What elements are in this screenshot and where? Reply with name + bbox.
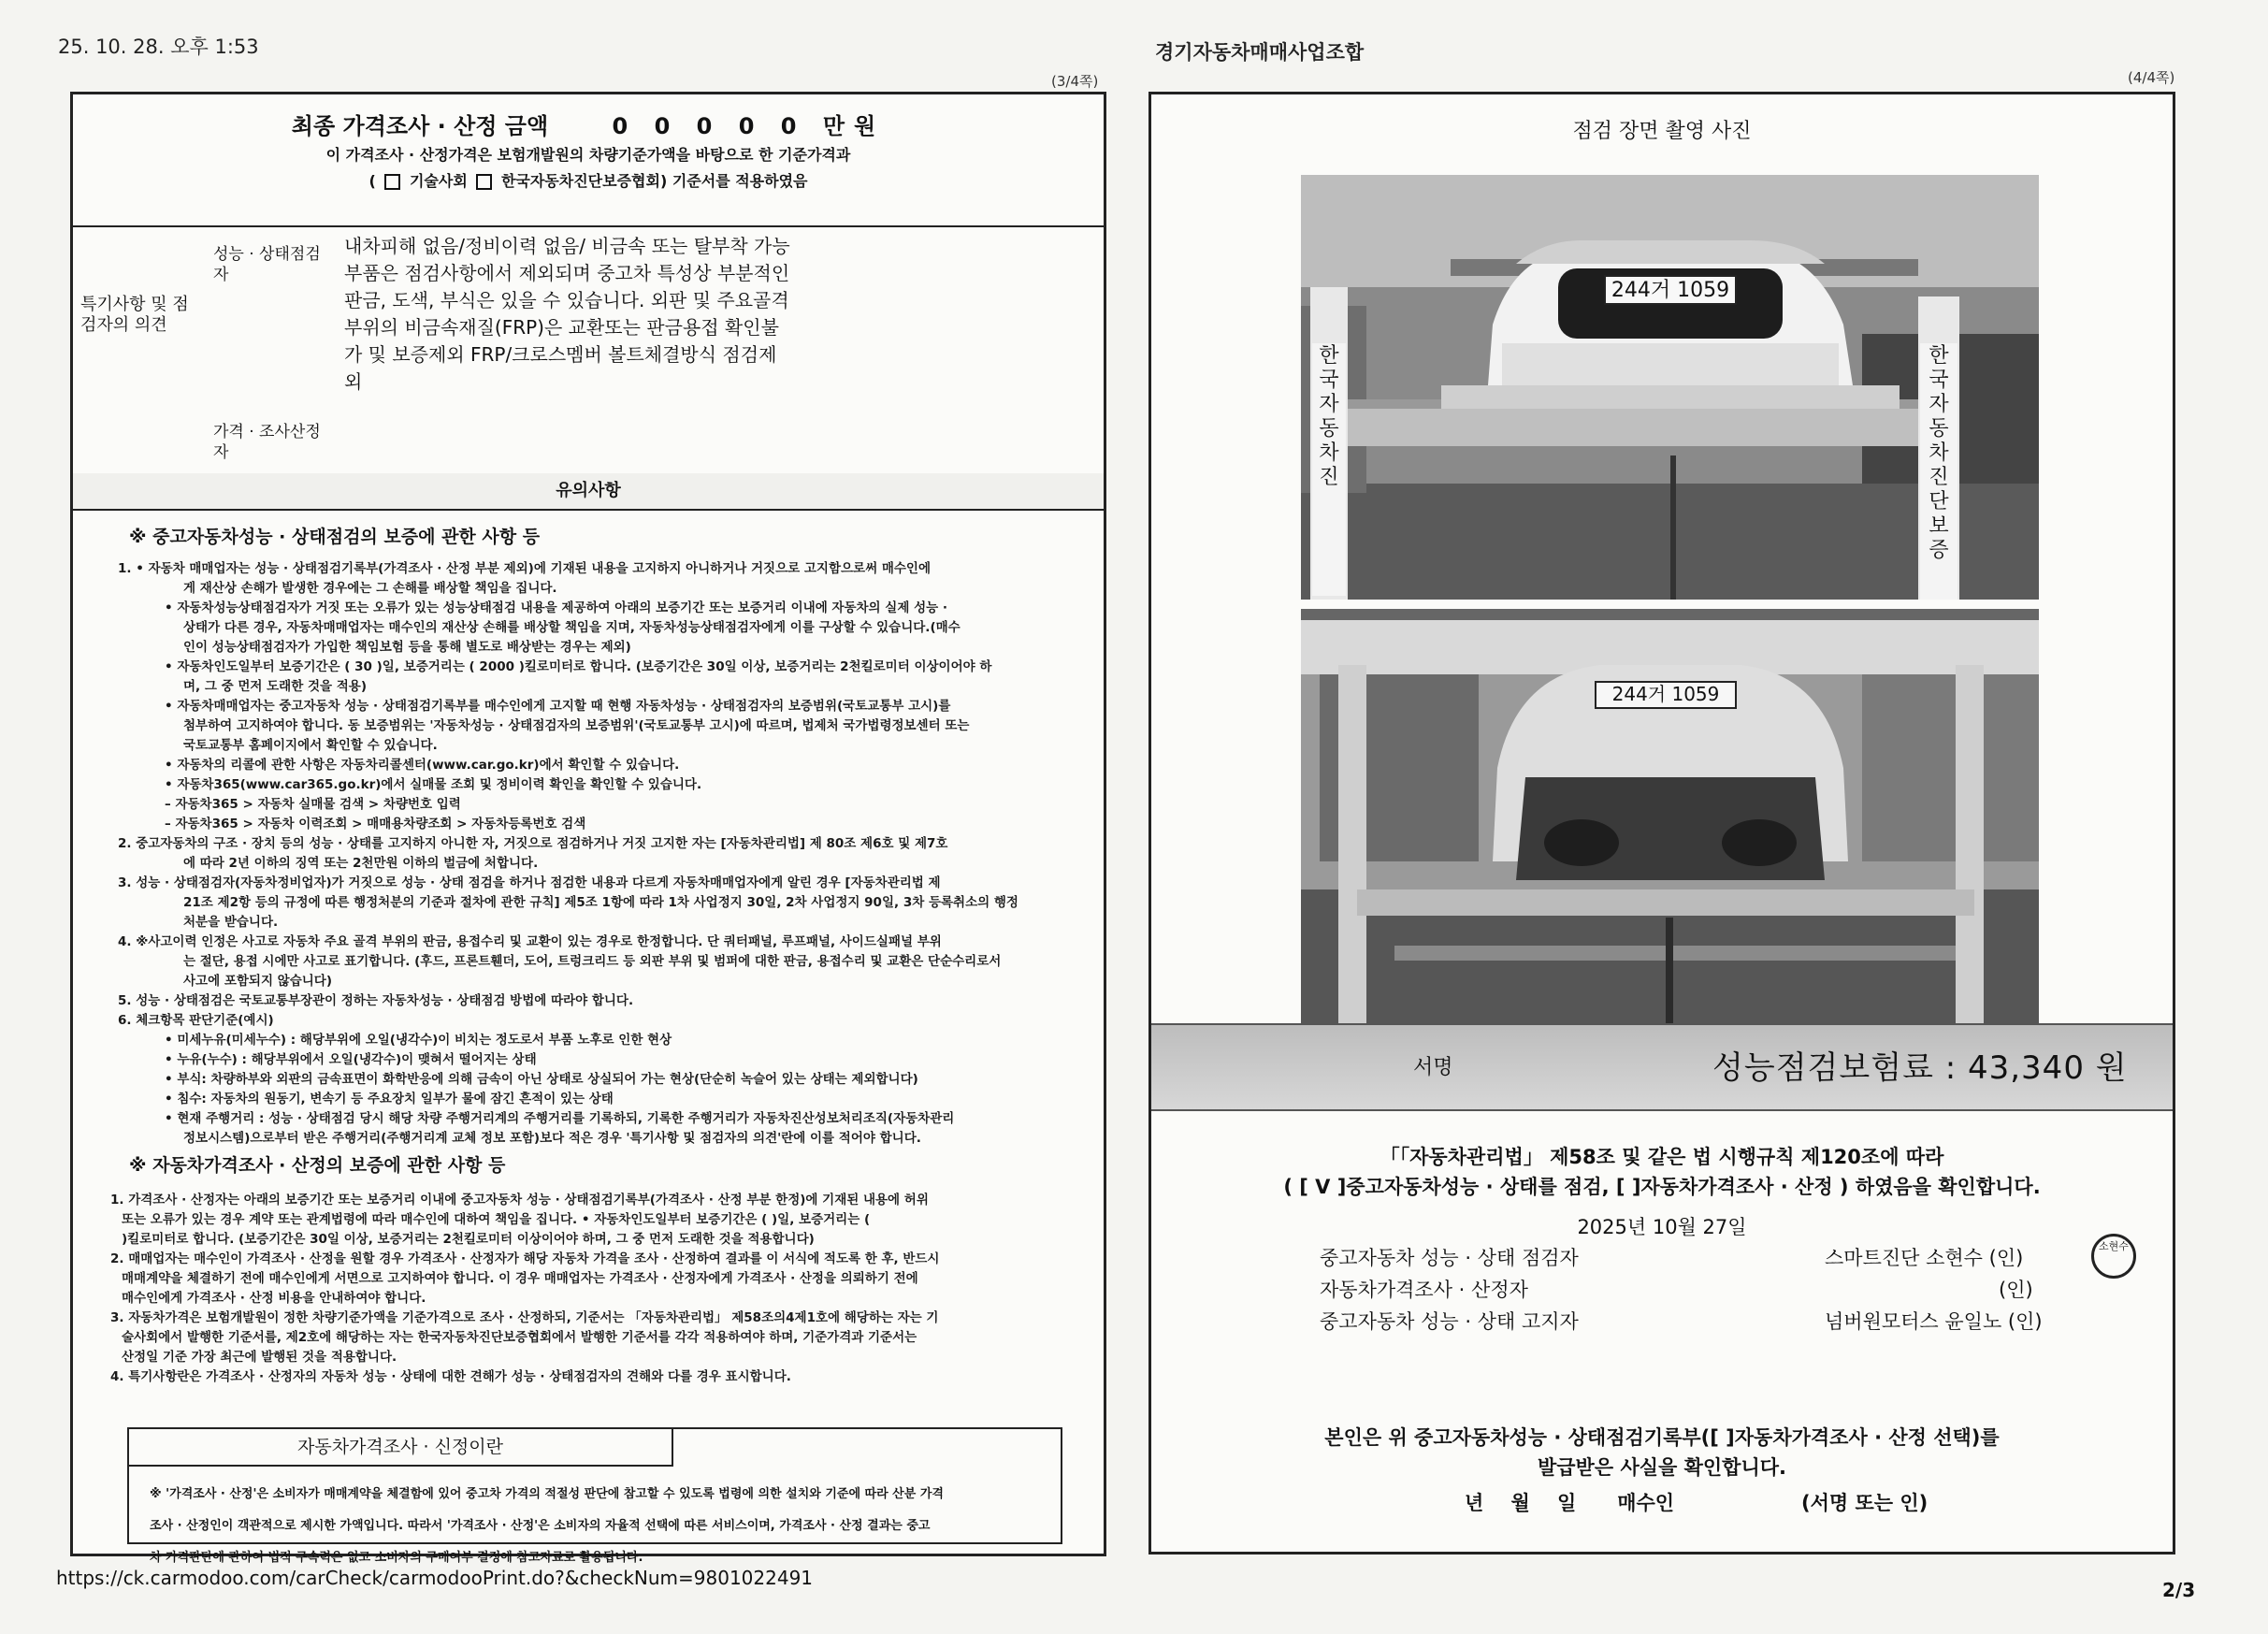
inspector-value: 스마트진단 소현수 (인) <box>1825 1247 2024 1269</box>
final-price-heading <box>73 108 1104 140</box>
definition-box <box>127 1427 1062 1565</box>
front-photo-svg <box>1301 175 2039 600</box>
final-price-label: 최종 가격조사 · 산정 금액 <box>291 113 549 139</box>
notice-line: 게 재산상 손해가 발생한 경우에는 그 손해를 배상할 책임을 집니다. <box>183 581 557 596</box>
svg-text:한국자동차진: 한 국 자 동 차 진 <box>1319 344 1339 489</box>
notice-line: 국토교통부 홈페이지에서 확인할 수 있습니다. <box>183 738 438 753</box>
perf-inspector-opinion: 내차피해 없음/정비이력 없음/ 비금속 또는 탈부착 가능 부품은 점검사항에서 제외되며 중고차 특성상 부분적인 판금, 도색, 부식은 있을 수 있습니다. 외판 및 주요골격부위의 비금속재질(FRP)은 교환또는 판금용접 확인불가 및 보증제외 FRP/크로스멤버 볼트체결방식 점검제외 <box>344 235 790 393</box>
notice-line: 에 따라 2년 이하의 징역 또는 2천만원 이하의 벌금에 처합니다. <box>183 856 539 871</box>
notice-line: 3. 성능 · 상태점검자(자동차정비업자)가 거짓으로 성능 · 상태 점검을 하거나 점검한 내용과 다르게 자동차매매업자에게 알린 경우 [자동차관리법 제 <box>118 875 941 890</box>
standard-selection: ( 기술사회 한국자동차진단보증협회) 기준서를 적용하였음 <box>368 172 808 190</box>
inspector-seal: 소현수 <box>2091 1234 2136 1279</box>
receipt-buyer-line: 년 월 일 매수인 <box>1465 1492 1675 1514</box>
notice-line: • 자동차의 리콜에 관한 사항은 자동차리콜센터(www.car.go.kr)에서 확인할 수 있습니다. <box>165 758 680 773</box>
notice-line: 2. 매매업자는 매수인이 가격조사 · 산정을 원할 경우 가격조사 · 산정자가 해당 자동차 가격을 조사 · 산정하여 결과를 이 서식에 적도록 한 후, 반드시 <box>110 1251 940 1266</box>
notice-line: 인이 성능상태점검자가 가입한 책임보험 등을 통해 별도로 배상받는 경우는 제외) <box>183 640 631 655</box>
notice-line: 또는 오류가 있는 경우 계약 또는 관계법령에 따라 매수인에 대하여 책임을 집니다. • 자동차인도일부터 보증기간은 ( )일, 보증거리는 ( <box>122 1212 871 1227</box>
receipt-line-1: 본인은 위 중고자동차성능 · 상태점검기록부([ ]자동차가격조사 · 산정 선택)를 <box>1324 1426 2000 1449</box>
rear-photo-svg <box>1301 609 2039 1034</box>
notice-line: • 자동차매매업자는 중고자동차 성능 · 상태점검기록부를 매수인에게 고지할 때 현행 자동차성능 · 상태점검자의 보증범위(국토교통부 고시)를 <box>165 699 951 714</box>
notice-line: 처분을 받습니다. <box>183 915 279 930</box>
notice-line: – 자동차365 > 자동차 이력조회 > 매매용차량조회 > 자동차등록번호 검색 <box>165 817 586 831</box>
notice-line: 1. • 자동차 매매업자는 성능 · 상태점검기록부(가격조사 · 산정 부분 제외)에 기재된 내용을 고지하지 아니하거나 거짓으로 고지함으로써 매수인에 <box>118 561 931 576</box>
notifier-value: 넘버원모터스 윤일노 (인) <box>1825 1310 2043 1333</box>
notice-line: • 미세누유(미세누수) : 해당부위에 오일(냉각수)이 비치는 정도로서 부품 노후로 인한 현상 <box>165 1033 672 1048</box>
signature-bar <box>1151 1023 2173 1111</box>
tech-society-label: 기술사회 <box>409 172 468 190</box>
left-document-page <box>70 92 1106 1565</box>
notice-line: 5. 성능 · 상태점검은 국토교통부장관이 정하는 자동차성능 · 상태점검 방법에 따라야 합니다. <box>118 993 634 1008</box>
notice-line: 1. 가격조사 · 산정자는 아래의 보증기간 또는 보증거리 이내에 중고자동차 성능 · 상태점검기록부(가격조사 · 산정 부분 한정)에 기재된 내용에 허위 <box>110 1193 929 1207</box>
inspector-label: 중고자동차 성능 · 상태 점검자 <box>1320 1247 1579 1269</box>
cert-line-2: ( [ V ]중고자동차성능 · 상태를 점검, [ ]자동차가격조사 · 산정 ) 하였음을 확인합니다. <box>1283 1176 2041 1198</box>
right-document-page <box>1148 92 2175 1554</box>
notice-line: 상태가 다른 경우, 자동차매매업자는 매수인의 재산상 손해를 배상할 책임을 지며, 자동차성능상태점검자에게 이를 구상할 수 있습니다.(매수 <box>183 620 961 635</box>
notice-line: 며, 그 중 먼저 도래한 것을 적용) <box>183 679 367 694</box>
notice-heading: 유의사항 <box>73 473 1104 511</box>
notice-line: 2. 중고자동차의 구조 · 장치 등의 성능 · 상태를 고지하지 아니한 자, 거짓으로 점검하거나 거짓 고지한 자는 [자동차관리법] 제 80조 제6호 및 제7호 <box>118 836 948 851</box>
kadra-label: 한국자동차진단보증협회) 기준서를 적용하였음 <box>500 172 808 190</box>
notice-line: 차 가격판단에 관하여 법적 구속력은 없고 소비자의 구매여부 결정에 참고자료로 활용됩니다. <box>150 1551 643 1565</box>
final-price-value: 0 0 0 0 0 만원 <box>612 113 886 139</box>
kadra-checkbox[interactable] <box>476 174 492 190</box>
notice-line: • 자동차365(www.car365.go.kr)에서 실매물 조회 및 정비이력 확인을 확인할 수 있습니다. <box>165 777 702 792</box>
plate-front: 244거 1059 <box>1611 279 1730 302</box>
photo-section-title: 점검 장면 촬영 사진 <box>1572 120 1752 143</box>
inspection-photo-rear <box>1301 609 2039 1034</box>
notice-line: • 부식: 차량하부와 외판의 금속표면이 화학반응에 의해 금속이 아닌 상태로 상실되어 가는 현상(단순히 녹슬어 있는 상태는 제외합니다) <box>165 1072 918 1087</box>
remarks-label: 특기사항 및 점검자의 의견 <box>80 295 189 335</box>
notice-line: 3. 자동차가격은 보험개발원이 정한 차량기준가액을 기준가격으로 조사 · 산정하되, 기준서는 「자동차관리법」 제58조의4제1호에 해당하는 자는 기 <box>110 1310 939 1325</box>
section2-title: ※ 자동차가격조사 · 산정의 보증에 관한 사항 등 <box>129 1155 506 1176</box>
section1-title: ※ 중고자동차성능 · 상태점검의 보증에 관한 사항 등 <box>129 527 541 547</box>
svg-text:한국자동차진단보증: 한 국 자 동 차 진 단 보 증 <box>1929 344 1949 562</box>
notice-line: • 누유(누수) : 해당부위에서 오일(냉각수)이 맺혀서 떨어지는 상태 <box>165 1052 537 1067</box>
notice-line: 21조 제2항 등의 규정에 따른 행정처분의 기준과 절차에 관한 규칙] 제5조 1항에 따라 1차 사업정지 30일, 2차 사업정지 90일, 3차 등록취소의 행정 <box>183 895 1018 910</box>
notice-line: • 자동차성능상태점검자가 거짓 또는 오류가 있는 성능상태점검 내용을 제공하여 아래의 보증기간 또는 보증거리 이내에 자동차의 실제 성능 · <box>165 600 947 615</box>
notice-line: 사고에 포함되지 않습니다) <box>183 974 333 989</box>
right-page-number: (4/4쪽) <box>2128 69 2175 86</box>
print-url[interactable]: https://ck.carmodoo.com/carCheck/carmodooPrint.do?&checkNum=9801022491 <box>56 1567 814 1589</box>
assessor-value: (인) <box>1999 1279 2033 1301</box>
left-page-number: (3/4쪽) <box>1051 73 1099 90</box>
notifier-label: 중고자동차 성능 · 상태 고지자 <box>1320 1310 1579 1333</box>
section2-items <box>110 1191 1092 1387</box>
notice-line: – 자동차365 > 자동차 실매물 검색 > 차량번호 입력 <box>165 797 461 812</box>
notice-line: 매매계약을 체결하기 전에 매수인에게 서면으로 고지하여야 합니다. 이 경우 매매업자는 가격조사 · 산정자에게 가격조사 · 산정을 의뢰하기 전에 <box>122 1271 918 1286</box>
inspection-insurance-fee: 성능점검보험료 : 43,340 원 <box>1712 1049 2128 1087</box>
notice-line: 산정일 기준 가장 최근에 발행된 것을 적용합니다. <box>122 1350 397 1365</box>
receipt-signature: (서명 또는 인) <box>1801 1492 1929 1514</box>
plate-rear: 244거 1059 <box>1611 683 1720 705</box>
price-assessor-label: 가격 · 조사산정자 <box>213 423 321 462</box>
price-basis-text: 이 가격조사 · 산정가격은 보험개발원의 차량기준가액을 바탕으로 한 기준가격과 <box>325 146 851 164</box>
cert-date: 2025년 10월 27일 <box>1577 1216 1747 1238</box>
assessor-label: 자동차가격조사 · 산정자 <box>1320 1279 1528 1301</box>
notice-line: 6. 체크항목 판단기준(예시) <box>118 1013 274 1028</box>
print-datetime: 25. 10. 28. 오후 1:53 <box>58 36 259 58</box>
notice-line: 술사회에서 발행한 기준서를, 제2호에 해당하는 자는 한국자동차진단보증협회에서 발행한 기준서를 각각 적용하여야 하며, 기준가격과 기준서는 <box>122 1330 917 1345</box>
notice-line: • 현재 주행거리 : 성능 · 상태점검 당시 해당 차량 주행거리계의 주행거리를 기록하되, 기록한 주행거리가 자동차진산성보처리조직(자동차관리 <box>165 1111 955 1126</box>
notice-line: 정보시스템)으로부터 받은 주행거리(주행거리계 교체 정보 포함)보다 적은 경우 '특기사항 및 점검자의 의견'란에 이를 적어야 합니다. <box>183 1131 921 1146</box>
notice-line: 매수인에게 가격조사 · 산정 비용을 안내하여야 합니다. <box>122 1291 426 1306</box>
perf-inspector-label: 성능 · 상태점검자 <box>213 245 321 284</box>
definition-title: 자동차가격조사 · 신정이란 <box>129 1429 673 1467</box>
definition-text <box>150 1472 1044 1580</box>
notice-line: • 침수: 자동차의 원동기, 변속기 등 주요장치 일부가 물에 잠긴 흔적이 있는 상태 <box>165 1092 614 1106</box>
association-title: 경기자동차매매사업조합 <box>1155 41 1365 64</box>
section1-items <box>118 559 1091 1149</box>
tech-society-checkbox[interactable] <box>384 174 400 190</box>
signature-label: 서명 <box>1413 1056 1453 1079</box>
notice-line: 조사 · 산정인이 객관적으로 제시한 가액입니다. 따라서 '가격조사 · 산정'은 소비자의 자율적 선택에 따른 서비스이며, 가격조사 · 산정 결과는 중고 <box>150 1519 931 1533</box>
notice-line: 첨부하여 고지하여야 합니다. 동 보증범위는 '자동차성능 · 상태점검자의 보증범위'(국토교통부 고시)에 따르며, 법제처 국가법령정보센터 또는 <box>183 718 970 733</box>
notice-line: 4. ※사고이력 인정은 사고로 자동차 주요 골격 부위의 판금, 용접수리 및 교환이 있는 경우로 한정합니다. 단 쿼터패널, 루프패널, 사이드실패널 부위 <box>118 934 942 949</box>
notice-line: 는 절단, 용접 시에만 사고로 표기합니다. (후드, 프론트휀더, 도어, 트렁크리드 등 외판 부위 및 범퍼에 대한 판금, 용접수리 및 교환은 단순수리로서 <box>183 954 1002 969</box>
notice-line: 4. 특기사항란은 가격조사 · 산정자의 자동차 성능 · 상태에 대한 견해가 성능 · 상태점검자의 견해와 다를 경우 표시합니다. <box>110 1369 791 1384</box>
notice-line: ※ '가격조사 · 산정'은 소비자가 매매계약을 체결함에 있어 중고차 가격의 적절성 판단에 참고할 수 있도록 법령에 의한 설치와 기준에 따라 산분 가격 <box>150 1487 944 1501</box>
print-page-number: 2/3 <box>2162 1579 2196 1601</box>
remarks-table <box>73 225 1104 477</box>
notice-line: • 자동차인도일부터 보증기간은 ( 30 )일, 보증거리는 ( 2000 )킬로미터로 합니다. (보증기간은 30일 이상, 보증거리는 2천킬로미터 이상이어야 하 <box>165 659 992 674</box>
receipt-line-2: 발급받은 사실을 확인합니다. <box>1537 1456 1787 1479</box>
notice-line: )킬로미터로 합니다. (보증기간은 30일 이상, 보증거리는 2천킬로미터 이상이어야 하며, 그 중 먼저 도래한 것을 적용합니다) <box>122 1232 815 1247</box>
inspection-photo-front <box>1301 175 2039 600</box>
cert-line-1: 「「자동차관리법」 제58조 및 같은 법 시행규칙 제120조에 따라 <box>1380 1146 1944 1168</box>
